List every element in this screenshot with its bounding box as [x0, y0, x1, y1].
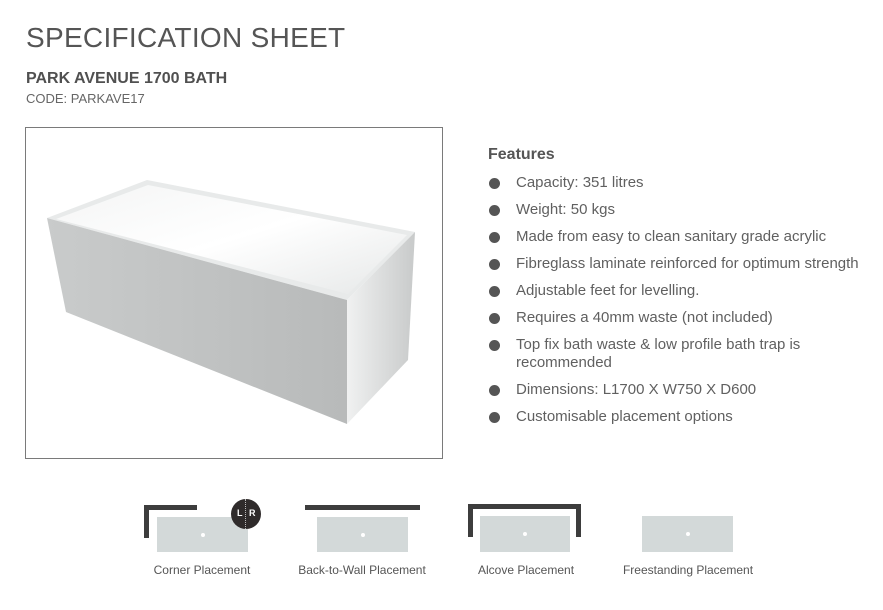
placement-options [0, 500, 883, 600]
feature-item: Customisable placement options [488, 408, 878, 426]
tub-icon [317, 517, 408, 552]
placement-label: Freestanding Placement [622, 563, 754, 577]
wall-left-icon [144, 505, 149, 538]
feature-item: Made from easy to clean sanitary grade acrylic [488, 228, 878, 246]
bath-render-icon [26, 128, 442, 458]
bullet-icon [489, 412, 500, 423]
bullet-icon [489, 340, 500, 351]
bullet-icon [489, 286, 500, 297]
tub-icon [642, 516, 733, 552]
bullet-icon [489, 178, 500, 189]
tub-icon [480, 516, 570, 552]
feature-item: Requires a 40mm waste (not included) [488, 309, 878, 327]
placement-label: Back-to-Wall Placement [298, 563, 426, 577]
feature-item: Fibreglass laminate reinforced for optimum strength [488, 255, 878, 273]
feature-item: Adjustable feet for levelling. [488, 282, 878, 300]
wall-top-icon [144, 505, 197, 510]
product-image [25, 127, 443, 459]
bullet-icon [489, 313, 500, 324]
placement-label: Alcove Placement [477, 563, 575, 577]
wall-left-icon [468, 504, 473, 537]
wall-top-icon [468, 504, 581, 509]
feature-item: Top fix bath waste & low profile bath trap is recommended [488, 336, 878, 372]
bullet-icon [489, 205, 500, 216]
left-right-toggle-icon: L R [231, 499, 261, 529]
features-list [488, 174, 878, 426]
bullet-icon [489, 259, 500, 270]
feature-item: Capacity: 351 litres [488, 174, 878, 192]
product-code: CODE: PARKAVE17 [26, 91, 145, 106]
wall-top-icon [305, 505, 420, 510]
page-title: SPECIFICATION SHEET [26, 22, 346, 53]
bullet-icon [489, 385, 500, 396]
features-section [488, 146, 878, 435]
product-name: PARK AVENUE 1700 BATH [26, 70, 228, 87]
bullet-icon [489, 232, 500, 243]
features-heading: Features [488, 146, 555, 163]
feature-item: Weight: 50 kgs [488, 201, 878, 219]
feature-item: Dimensions: L1700 X W750 X D600 [488, 381, 878, 399]
placement-label: Corner Placement [153, 563, 251, 577]
wall-right-icon [576, 504, 581, 537]
